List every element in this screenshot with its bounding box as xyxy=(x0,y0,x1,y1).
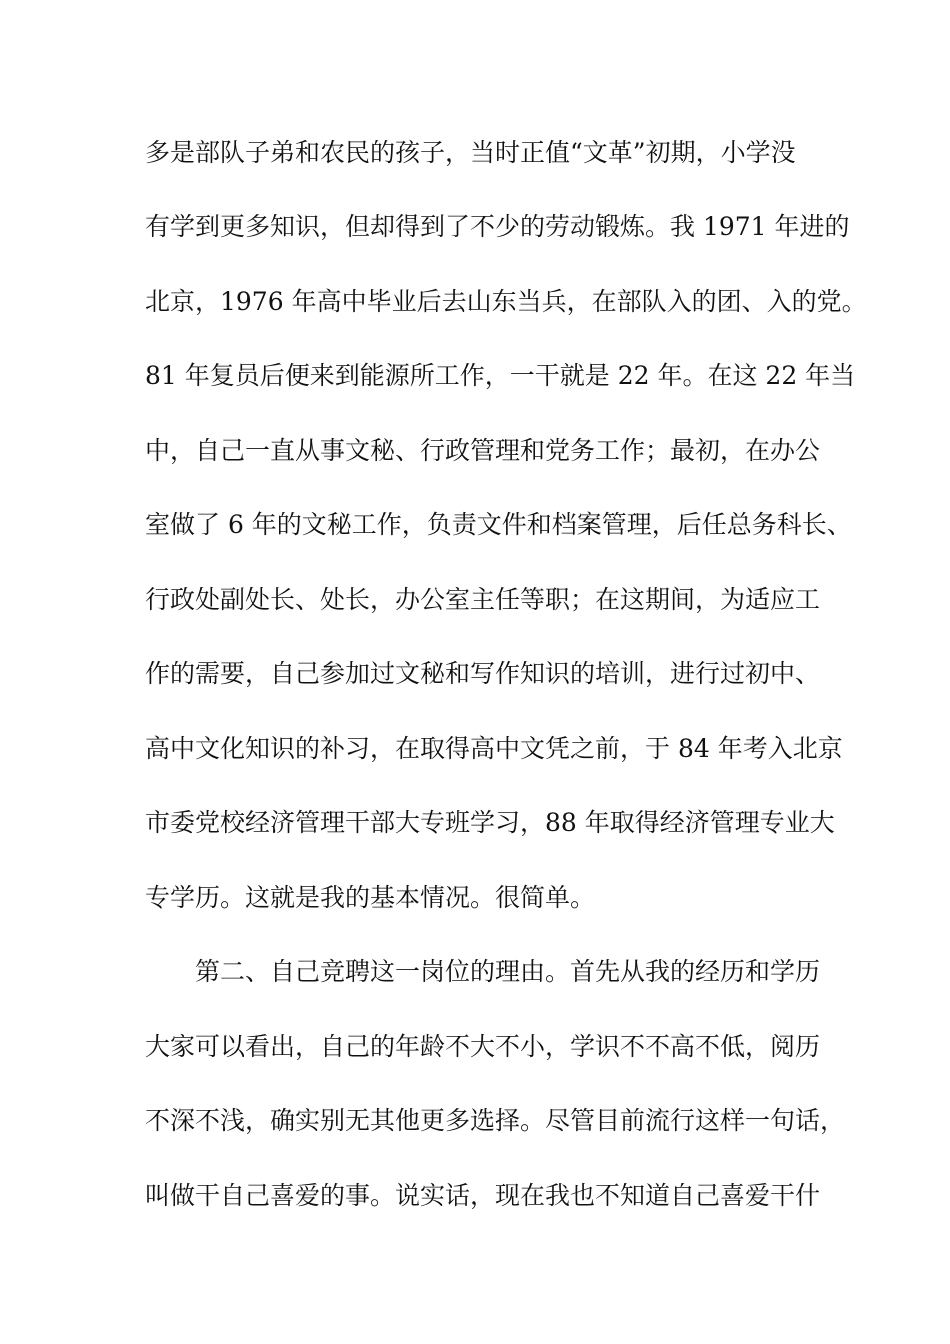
text-line: 专学历。这就是我的基本情况。很简单。 xyxy=(145,883,596,912)
text-line: 北京，1976 年高中毕业后去山东当兵，在部队入的团、入的党。 xyxy=(145,287,867,316)
text-line: 中，自己一直从事文秘、行政管理和党务工作；最初，在办公 xyxy=(145,436,821,465)
text-line: 大家可以看出，自己的年龄不大不小，学识不不高不低，阅历 xyxy=(145,1032,821,1061)
text-line: 作的需要，自己参加过文秘和写作知识的培训，进行过初中、 xyxy=(145,659,821,688)
text-line: 多是部队子弟和农民的孩子，当时正值“文革”初期，小学没 xyxy=(145,138,796,167)
text-line: 市委党校经济管理干部大专班学习，88 年取得经济管理专业大 xyxy=(145,808,835,837)
text-line: 有学到更多知识，但却得到了不少的劳动锻炼。我 1971 年进的 xyxy=(145,212,850,241)
text-line: 行政处副处长、处长，办公室主任等职；在这期间，为适应工 xyxy=(145,585,821,614)
text-line: 不深不浅，确实别无其他更多选择。尽管目前流行这样一句话， xyxy=(145,1106,846,1135)
text-line: 高中文化知识的补习，在取得高中文凭之前，于 84 年考入北京 xyxy=(145,734,843,763)
text-line: 第二、自己竞聘这一岗位的理由。首先从我的经历和学历 xyxy=(145,957,821,986)
text-line: 室做了 6 年的文秘工作，负责文件和档案管理，后任总务科长、 xyxy=(145,510,852,539)
text-line: 81 年复员后便来到能源所工作，一干就是 22 年。在这 22 年当 xyxy=(145,361,856,390)
text-line: 叫做干自己喜爱的事。说实话，现在我也不知道自己喜爱干什 xyxy=(145,1181,821,1210)
